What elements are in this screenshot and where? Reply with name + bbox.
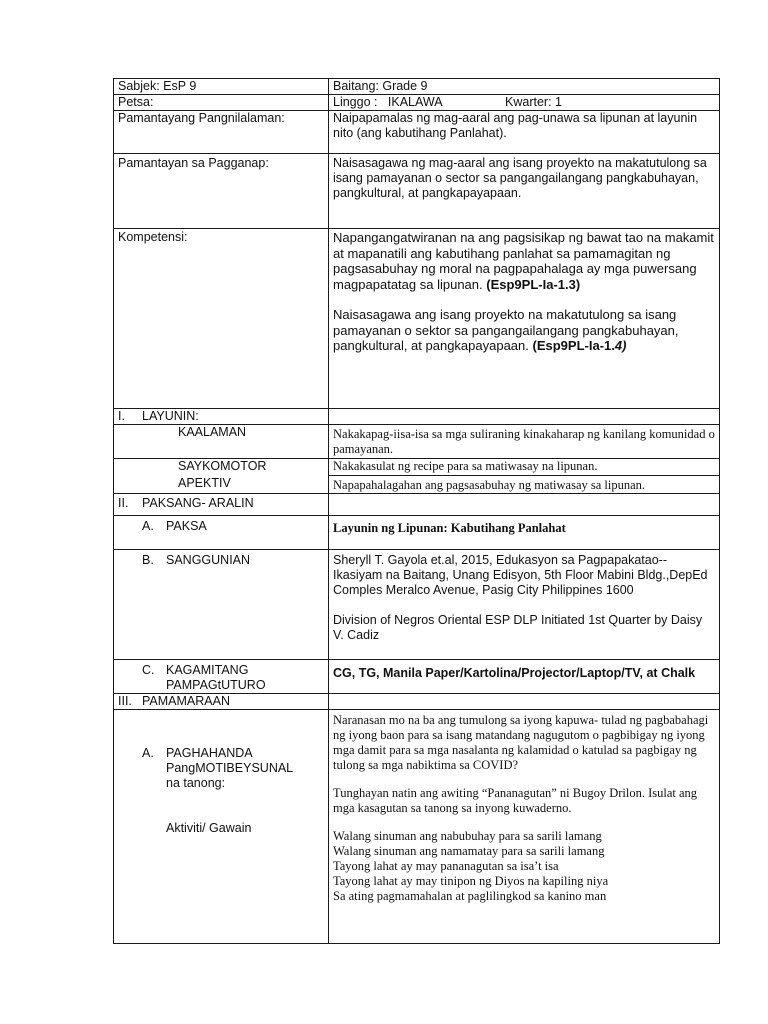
- lyric-line: Tayong lahat ay may tinipon ng Diyos na kapiling niya: [333, 874, 609, 888]
- apektiv-text: Napapahalagahan ang pagsasabuhay ng matiwasay sa lipunan.: [329, 476, 720, 494]
- saykomotor-label: SAYKOMOTOR: [114, 459, 329, 476]
- sanggunian-label: B. SANGGUNIAN: [114, 550, 329, 660]
- paghahanda-label-cell: A. PAGHAHANDA PangMOTIBEYSUNAL na tanong: Aktiviti/ Gawain: [114, 710, 329, 944]
- table-row: [114, 229, 720, 409]
- pamamaraan-heading: III. PAMAMARAAN: [114, 694, 329, 710]
- spacer: [333, 292, 715, 307]
- table-row: [114, 494, 720, 516]
- kompetensi-2: [333, 307, 715, 354]
- paksa-label: A. PAKSA: [114, 516, 329, 550]
- table-row: [114, 425, 720, 459]
- lesson-plan-table: [113, 78, 720, 944]
- linggo-kwarter-cell: [329, 95, 720, 111]
- sabjek-cell: Sabjek: EsP 9: [114, 79, 329, 95]
- tanong-text: Naranasan mo na ba ang tumulong sa iyong kapuwa- tulad ng pagbabahagi ng iyong baon para sa isang matandang nagugutom o pagbibigay ng iyong mga damit para sa mga nasalanta ng kalamidad o katulad sa pagbigay ng tulong sa mga nabiktima sa COVID?: [333, 713, 709, 772]
- paksa-text: Layunin ng Lipunan: Kabutihang Panlahat: [329, 516, 720, 550]
- kaalaman-label: KAALAMAN: [114, 425, 329, 459]
- kompetensi-2-text: Naisasagawa ang isang proyekto na makatutulong sa isang pamayanan o sektor sa pangangailangang pangkabuhayan, pangkultural, at pangkapayapaan.: [333, 307, 679, 353]
- table-row: [114, 95, 720, 111]
- table-row: [114, 476, 720, 494]
- paksang-heading: II. PAKSANG- ARALIN: [114, 494, 329, 516]
- pagganap-label: Pamantayan sa Pagganap:: [114, 154, 329, 229]
- table-row: [114, 694, 720, 710]
- table-row: [114, 154, 720, 229]
- table-row: [114, 710, 720, 944]
- kagamitang-text: CG, TG, Manila Paper/Kartolina/Projector/Laptop/TV, at Chalk: [329, 660, 720, 694]
- empty-cell: [329, 694, 720, 710]
- baitang-cell: Baitang: Grade 9: [329, 79, 720, 95]
- kompetensi-1: [333, 230, 715, 292]
- saykomotor-text: Nakakasulat ng recipe para sa matiwasay na lipunan.: [329, 459, 720, 476]
- lyric-line: Tayong lahat ay may pananagutan sa isa’t isa: [333, 859, 559, 873]
- table-row: [114, 409, 720, 425]
- linggo-text: Linggo : IKALAWA: [333, 95, 443, 109]
- spacer: [333, 816, 715, 829]
- spacer: [333, 598, 715, 613]
- spacer: [333, 773, 715, 786]
- layunin-heading: I. LAYUNIN:: [114, 409, 329, 425]
- kwarter-text: Kwarter: 1: [505, 95, 562, 109]
- kagamitang-label: C. KAGAMITANG PAMPAGtUTURO: [114, 660, 329, 694]
- kompetensi-1-code: (Esp9PL-Ia-1.3): [486, 276, 581, 292]
- apektiv-label: APEKTIV: [114, 476, 329, 494]
- table-row: [114, 79, 720, 95]
- kompetensi-cell: [329, 229, 720, 409]
- table-row: [114, 459, 720, 476]
- empty-cell: [329, 409, 720, 425]
- paghahanda-text-cell: [329, 710, 720, 944]
- table-row: [114, 111, 720, 154]
- tunghayan-text: Tunghayan natin ang awiting “Pananagutan” ni Bugoy Drilon. Isulat ang mga kasagutan sa tanong sa inyong kuwaderno.: [333, 786, 698, 815]
- lyric-line: Walang sinuman ang nabubuhay para sa sarili lamang: [333, 829, 602, 843]
- petsa-cell: Petsa:: [114, 95, 329, 111]
- pamantayang-label: Pamantayang Pangnilalaman:: [114, 111, 329, 154]
- table-row: [114, 516, 720, 550]
- kaalaman-text: Nakakapag-iisa-isa sa mga suliraning kinakaharap ng kanilang komunidad o pamayanan.: [329, 425, 720, 459]
- kompetensi-label: Kompetensi:: [114, 229, 329, 409]
- lyric-line: Sa ating pagmamahalan at paglilingkod sa kanino man: [333, 889, 607, 903]
- pagganap-text: Naisasagawa ng mag-aaral ang isang proyekto na makatutulong sa isang pamayanan o sector sa pangangailangang pangkabuhayan, pangkultural, at pangkapayapaan.: [329, 154, 720, 229]
- kompetensi-2-code: (Esp9PL-Ia-1.4): [532, 338, 627, 353]
- sanggunian-cell: [329, 550, 720, 660]
- empty-cell: [329, 494, 720, 516]
- kompetensi-1-text: Napangangatwiranan na ang pagsisikap ng bawat tao na makamit at mapanatili ang kabutihang panlahat sa pamamagitan ng pagsasabuhay ng moral na pagpapahalaga ay mga puwersang magpapatatag sa lipunan.: [333, 230, 714, 292]
- sanggunian-2: Division of Negros Oriental ESP DLP Initiated 1st Quarter by Daisy V. Cadiz: [333, 613, 703, 642]
- sanggunian-1: Sheryll T. Gayola et.al, 2015, Edukasyon sa Pagpapakatao--Ikasiyam na Baitang, Unang Edisyon, 5th Floor Mabini Bldg.,DepEd Comples Meralco Avenue, Pasig City Philippines 1600: [333, 553, 708, 597]
- lyric-line: Walang sinuman ang namamatay para sa sarili lamang: [333, 844, 605, 858]
- pamantayang-text: Naipapamalas ng mag-aaral ang pag-unawa sa lipunan at layunin nito (ang kabutihang Panlahat).: [329, 111, 720, 154]
- table-row: [114, 660, 720, 694]
- table-row: [114, 550, 720, 660]
